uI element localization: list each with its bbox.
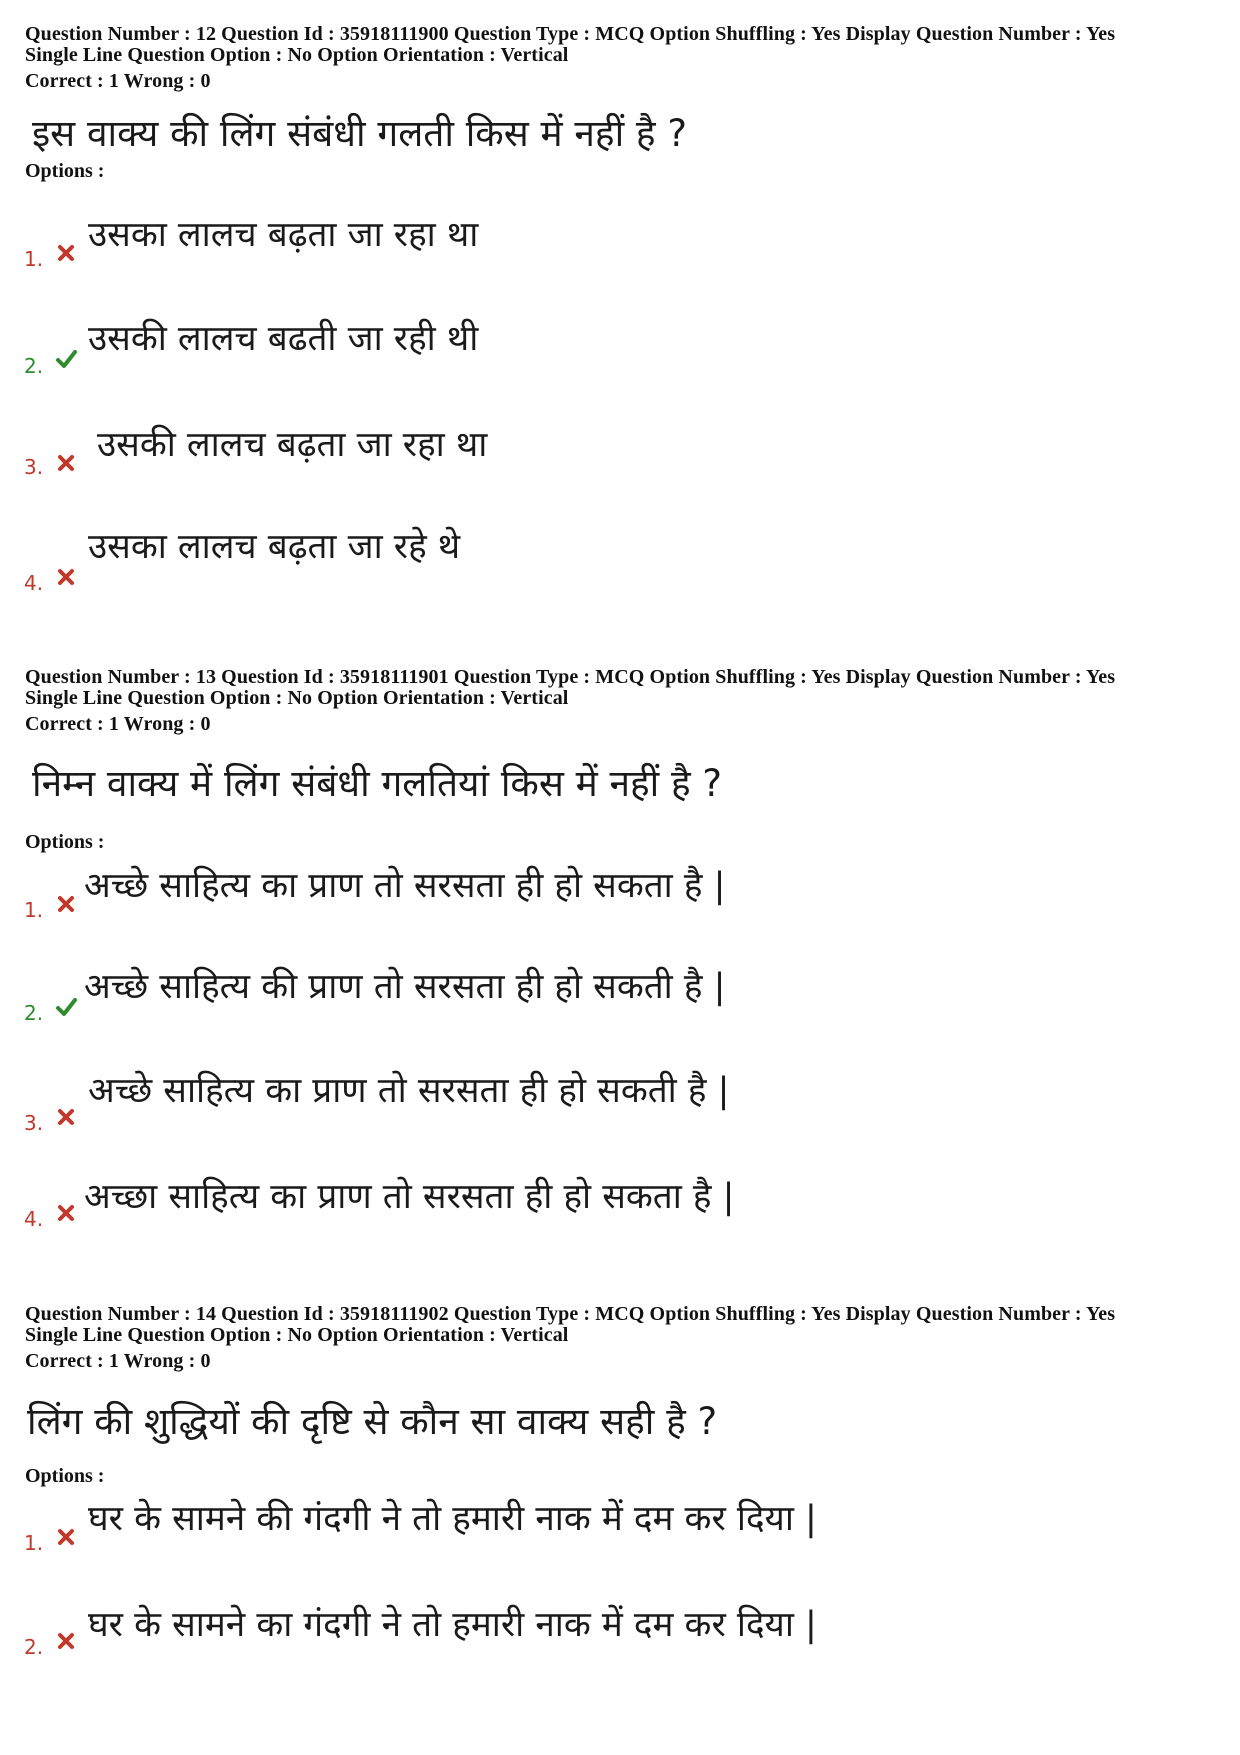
score-line: Correct : 1 Wrong : 0 xyxy=(25,70,211,92)
option-number: 3. xyxy=(24,455,44,479)
option-text: उसकी लालच बढती जा रही थी xyxy=(88,319,479,359)
option-text: उसका लालच बढ़ता जा रहे थे xyxy=(88,527,461,567)
question-meta-line1: Question Number : 13 Question Id : 35918111901 Question Type : MCQ Option Shuffling : Yes Display Question Number : Yes xyxy=(25,666,1116,688)
question-meta-line2: Single Line Question Option : No Option Orientation : Vertical xyxy=(25,687,569,709)
cross-icon xyxy=(55,1630,77,1652)
option-text: अच्छे साहित्य का प्राण तो सरसता ही हो सकती है | xyxy=(88,1071,730,1111)
question-text: इस वाक्य की लिंग संबंधी गलती किस में नहीं है ? xyxy=(32,112,687,155)
cross-icon xyxy=(55,566,77,588)
cross-icon xyxy=(55,893,77,915)
option-number: 2. xyxy=(24,1635,44,1659)
options-label: Options : xyxy=(25,831,105,853)
option-number: 2. xyxy=(24,1001,44,1025)
question-meta-line1: Question Number : 14 Question Id : 35918111902 Question Type : MCQ Option Shuffling : Yes Display Question Number : Yes xyxy=(25,1303,1116,1325)
option-text: घर के सामने की गंदगी ने तो हमारी नाक में दम कर दिया | xyxy=(88,1499,817,1539)
question-meta-line2: Single Line Question Option : No Option Orientation : Vertical xyxy=(25,44,569,66)
option-text: उसकी लालच बढ़ता जा रहा था xyxy=(97,425,488,465)
option-number: 3. xyxy=(24,1111,44,1135)
check-icon xyxy=(55,348,77,370)
score-line: Correct : 1 Wrong : 0 xyxy=(25,713,211,735)
option-number: 4. xyxy=(24,1207,44,1231)
option-number: 4. xyxy=(24,571,44,595)
cross-icon xyxy=(55,1526,77,1548)
option-number: 1. xyxy=(24,247,44,271)
check-icon xyxy=(55,996,77,1018)
option-text: घर के सामने का गंदगी ने तो हमारी नाक में दम कर दिया | xyxy=(88,1605,817,1645)
cross-icon xyxy=(55,1106,77,1128)
option-text: अच्छा साहित्य का प्राण तो सरसता ही हो सकता है | xyxy=(84,1177,735,1217)
option-number: 1. xyxy=(24,898,44,922)
cross-icon xyxy=(55,452,77,474)
question-text: लिंग की शुद्धियों की दृष्टि से कौन सा वाक्य सही है ? xyxy=(27,1400,718,1443)
question-meta-line1: Question Number : 12 Question Id : 35918111900 Question Type : MCQ Option Shuffling : Yes Display Question Number : Yes xyxy=(25,23,1116,45)
cross-icon xyxy=(55,1202,77,1224)
option-text: अच्छे साहित्य का प्राण तो सरसता ही हो सकता है | xyxy=(84,866,726,906)
cross-icon xyxy=(55,242,77,264)
options-label: Options : xyxy=(25,160,105,182)
options-label: Options : xyxy=(25,1465,105,1487)
option-text: अच्छे साहित्य की प्राण तो सरसता ही हो सकती है | xyxy=(84,967,726,1007)
question-text: निम्न वाक्य में लिंग संबंधी गलतियां किस में नहीं है ? xyxy=(32,762,723,805)
question-meta-line2: Single Line Question Option : No Option Orientation : Vertical xyxy=(25,1324,569,1346)
option-number: 1. xyxy=(24,1531,44,1555)
option-text: उसका लालच बढ़ता जा रहा था xyxy=(88,215,479,255)
option-number: 2. xyxy=(24,354,44,378)
score-line: Correct : 1 Wrong : 0 xyxy=(25,1350,211,1372)
